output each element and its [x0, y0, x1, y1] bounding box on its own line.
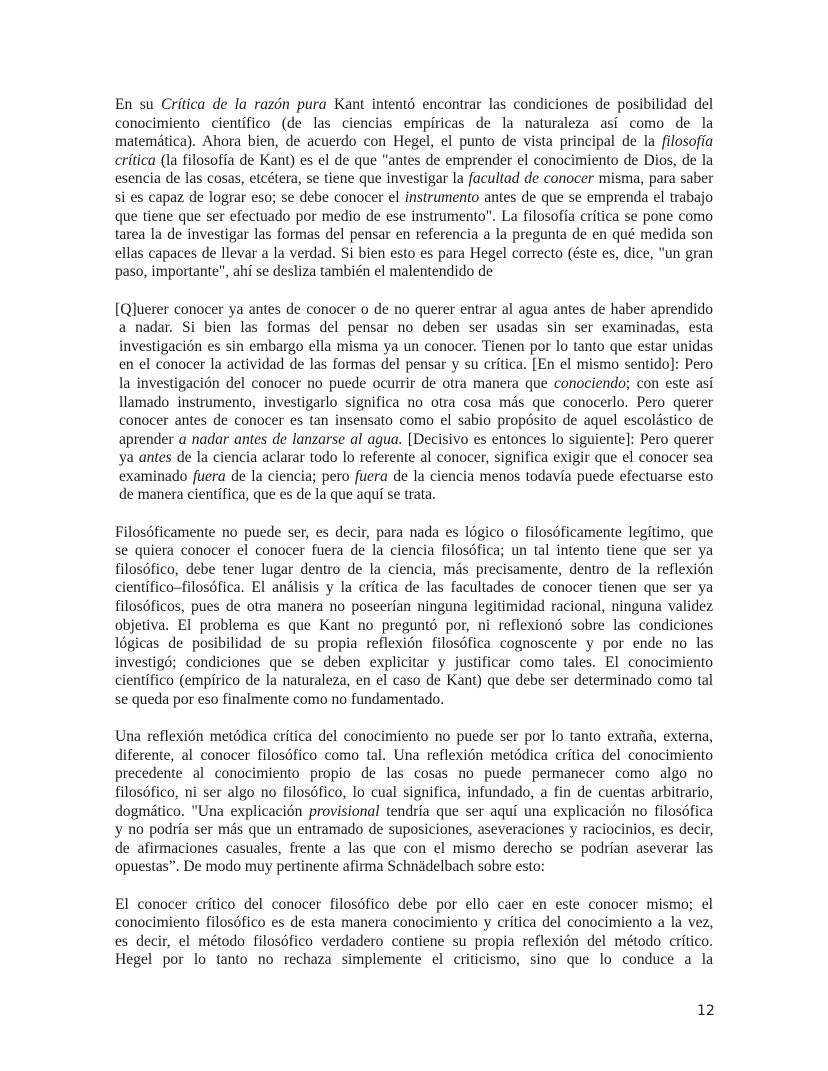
italic-text: provisional	[309, 802, 380, 820]
text-line	[115, 431, 713, 450]
text-run: filosóficos, pues de otra manera no poseerían ninguna legitimidad racional, ninguna validez	[115, 598, 714, 616]
text-line	[115, 115, 713, 134]
text-run: y no podría ser más que un entramado de suposiciones, aseveraciones y raciocinios, es decir,	[115, 821, 714, 839]
text-line	[115, 691, 713, 710]
text-run: misma, para saber	[593, 170, 714, 188]
text-run: de la ciencia aclarar todo lo referente al conocer, significa exigir que el conocer sea	[171, 449, 713, 467]
body-paragraph	[115, 896, 713, 970]
page-number: 12	[697, 1003, 715, 1019]
text-run: de afirmaciones casuales, frente a las que con el mismo derecho se podrían aseverar las	[115, 839, 714, 857]
text-run: si es capaz de lograr eso; se debe conocer el	[115, 188, 405, 206]
italic-text: conociendo	[554, 374, 626, 392]
text-run: En su	[115, 96, 161, 113]
text-run: la investigación del conocer no puede ocurrir de otra manera que	[119, 374, 555, 392]
text-line	[115, 914, 713, 933]
text-run: en el conocer la actividad de las formas del pensar y su crítica. [En el mismo sentido]: Pero	[119, 356, 713, 374]
text-line	[115, 524, 713, 543]
text-run: tarea la de investigar las formas del pensar en referencia a la pregunta de en qué medida son	[115, 226, 713, 244]
text-line	[115, 598, 713, 617]
text-line	[115, 896, 713, 915]
text-line	[115, 933, 713, 952]
text-run: antes de que se emprenda el trabajo	[479, 188, 714, 206]
text-run: tendría que ser aquí una explicación no filosófica	[379, 802, 714, 820]
text-run: que tiene que ser efectuado por medio de ese instrumento". La filosofía crítica se pone como	[115, 207, 714, 225]
text-run: dogmático. "Una explicación	[115, 802, 310, 820]
text-run: conocer antes de conocer es tan insensato como el sabio propósito de aquel escolástico de	[119, 412, 714, 430]
text-run: objetiva. El problema es que Kant no preguntó por, ni reflexionó sobre las condiciones	[115, 616, 714, 634]
italic-text: Crítica de la razón pura	[160, 96, 327, 113]
body-paragraph	[115, 96, 713, 282]
body-paragraph	[115, 728, 713, 877]
text-line	[115, 133, 713, 152]
block-quote	[115, 301, 713, 506]
text-line	[115, 394, 713, 413]
italic-text: instrumento	[404, 188, 480, 206]
text-line	[115, 152, 713, 171]
text-run: conocimiento científico (de las ciencias empíricas de la naturaleza así como de la	[115, 114, 713, 132]
text-line	[115, 672, 713, 691]
text-line	[115, 189, 713, 208]
text-run: ; con este así	[625, 374, 714, 392]
text-line	[115, 245, 713, 264]
body-paragraph	[115, 524, 713, 710]
text-run: se quiera conocer el conocer fuera de la ciencia filosófica; un tal intento tiene que ser ya	[115, 542, 713, 560]
text-run: filosófico, debe tener lugar dentro de la ciencia, más precisamente, dentro de la reflexión	[115, 560, 714, 578]
text-run: opuestas”. De modo muy pertinente afirma Schnädelbach sobre esto:	[115, 858, 545, 876]
text-line	[115, 486, 713, 505]
text-line	[115, 208, 713, 227]
italic-text: fuera	[192, 467, 226, 485]
text-line	[115, 338, 713, 357]
text-line	[115, 951, 713, 970]
text-run: investigación es sin embargo ella misma ya un conocer. Tienen por lo tanto que estar unidas	[119, 337, 714, 355]
text-run: El conocer crítico del conocer filosófico debe por ello caer en este conocer mismo; el	[115, 895, 713, 913]
text-line	[115, 821, 713, 840]
text-run: Filosóficamente no puede ser, es decir, para nada es lógico o filosóficamente legítimo, que	[115, 523, 714, 541]
italic-text: facultad de conocer	[468, 170, 594, 188]
text-line	[115, 784, 713, 803]
text-run: conocimiento filosófico es de esta manera conocimiento y crítica del conocimiento a la vez,	[115, 914, 714, 932]
text-run: ellas capaces de llevar a la verdad. Si bien esto es para Hegel correcto (éste es, dice, "un gran	[115, 244, 713, 262]
text-line	[115, 542, 713, 561]
italic-text: a nadar antes de lanzarse al agua.	[178, 430, 403, 448]
text-run: filosófico, ni ser algo no filosófico, lo cual significa, infundado, a fin de cuentas arbitrario,	[115, 783, 714, 801]
document-page	[115, 96, 713, 989]
text-run: de la ciencia; pero	[225, 467, 355, 485]
italic-text: crítica	[115, 151, 156, 169]
text-run: ya	[119, 449, 139, 467]
text-run: paso, importante", ahí se desliza también el malentendido de	[115, 263, 493, 281]
text-run: diferente, al conocer filosófico como tal. Una reflexión metódica crítica del conocimiento	[115, 746, 713, 764]
text-line	[115, 468, 713, 487]
text-line	[115, 375, 713, 394]
text-run: Kant intentó encontrar las condiciones de posibilidad del	[326, 96, 714, 113]
text-line	[115, 728, 713, 747]
text-run: a nadar. Si bien las formas del pensar no deben ser usadas sin ser examinadas, esta	[119, 319, 713, 337]
text-run: Una reflexión metódica crítica del conocimiento no puede ser por lo tanto extraña, externa,	[115, 728, 713, 746]
text-run: es decir, el método filosófico verdadero contiene su propia reflexión del método crítico.	[115, 932, 713, 950]
text-line	[115, 263, 713, 282]
text-line	[115, 840, 713, 859]
text-line	[115, 226, 713, 245]
text-run: examinado	[119, 467, 193, 485]
text-run: (la filosofía de Kant) es el de que "antes de emprender el conocimiento de Dios, de la	[155, 151, 714, 169]
text-line	[115, 301, 713, 320]
text-run: investigó; condiciones que se deben explicitar y justificar como tales. El conocimiento	[115, 653, 713, 671]
text-line	[115, 170, 713, 189]
text-run: precedente al conocimiento propio de las cosas no puede permanecer como algo no	[115, 765, 713, 783]
text-line	[115, 356, 713, 375]
text-line	[115, 319, 713, 338]
text-line	[115, 412, 713, 431]
italic-text: filosofía	[661, 133, 713, 151]
text-line	[115, 858, 713, 877]
text-run: esencia de las cosas, etcétera, se tiene que investigar la	[115, 170, 469, 188]
text-line	[115, 654, 713, 673]
text-run: [Q]uerer conocer ya antes de conocer o de no querer entrar al agua antes de haber aprendido	[115, 300, 713, 318]
text-line	[115, 803, 713, 822]
text-run: Hegel por lo tanto no rechaza simplemente el criticismo, sino que lo conduce a la	[115, 951, 714, 969]
text-run: de la ciencia menos todavía puede efectuarse esto	[387, 467, 714, 485]
text-run: [Decisivo es entonces lo siguiente]: Pero querer	[402, 430, 714, 448]
text-run: de manera científica, que es de la que aquí se trata.	[119, 486, 436, 504]
text-run: lógicas de posibilidad de su propia reflexión filosófica cognoscente y por ende no las	[115, 635, 714, 653]
text-line	[115, 579, 713, 598]
text-run: matemática). Ahora bien, de acuerdo con Hegel, el punto de vista principal de la	[115, 133, 662, 151]
text-run: científico (empírico de la naturaleza, en el caso de Kant) que debe ser determinado como tal	[115, 672, 714, 690]
italic-text: fuera	[354, 467, 388, 485]
text-line	[115, 765, 713, 784]
text-line	[115, 635, 713, 654]
text-line	[115, 96, 713, 115]
text-line	[115, 561, 713, 580]
text-run: científico–filosófica. El análisis y la crítica de las facultades de conocer tienen que ser ya	[115, 579, 713, 597]
italic-text: antes	[138, 449, 172, 467]
text-run: aprender	[119, 430, 179, 448]
text-line	[115, 747, 713, 766]
text-line	[115, 617, 713, 636]
text-line	[115, 449, 713, 468]
text-run: llamado instrumento, investigarlo significa no otra cosa más que conocerlo. Pero querer	[119, 393, 713, 411]
text-run: se queda por eso finalmente como no fundamentado.	[115, 691, 445, 708]
